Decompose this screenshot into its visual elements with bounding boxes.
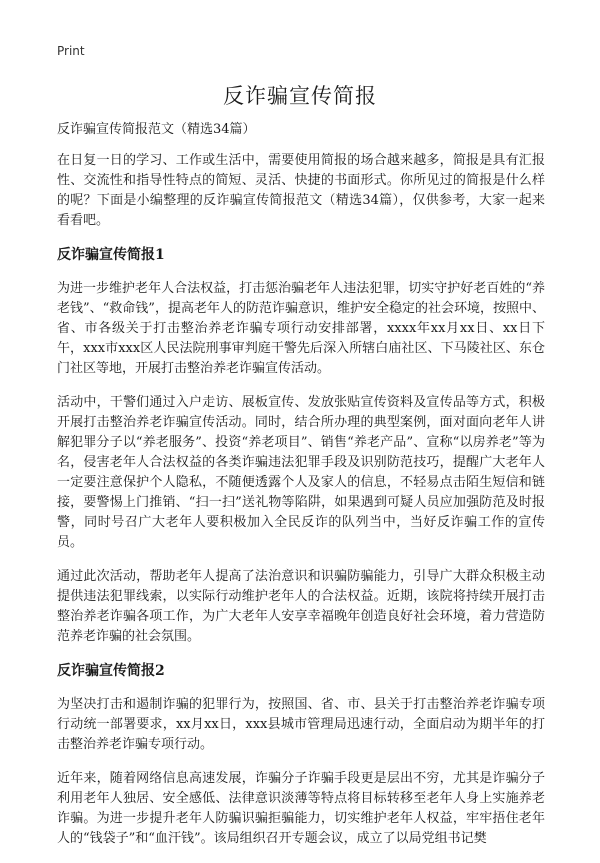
page-title: 反诈骗宣传简报	[223, 84, 377, 108]
section-2-paragraph: 为坚决打击和遏制诈骗的犯罪行为，按照国、省、市、县关于打击整治养老诈骗专项行动统一部署要求，xx月xx日，xxx县城市管理局迅速行动，全面启动为期半年的打击整治养老诈骗专项行动。	[57, 697, 545, 752]
section-1-paragraph: 活动中，干警们通过入户走访、展板宣传、发放张贴宣传资料及宣传品等方式，积极开展打击整治养老诈骗宣传活动。同时，结合所办理的典型案例，面对面向老年人讲解犯罪分子以“养老服务”、投资“养老项目”、销售“养老产品”、宣称“以房养老”等为名，侵害老年人合法权益的各类诈骗违法犯罪手段及识别防范技巧，提醒广大老年人一定要注意保护个人隐私，不随便透露个人及家人的信息，不轻易点击陌生短信和链接，要警惕上门推销、“扫一扫”送礼物等陷阱，如果遇到可疑人员应加强防范及时报警，同时号召广大老年人要积极加入全民反诈的队列当中，当好反诈骗工作的宣传员。	[57, 395, 545, 550]
section-1-paragraph: 为进一步维护老年人合法权益，打击惩治骗老年人违法犯罪，切实守护好老百姓的“养老钱”、“救命钱”，提高老年人的防范诈骗意识，维护安全稳定的社会环境，按照中、省、市各级关于打击整治养老诈骗专项行动安排部署，xxxx年xx月xx日、xx日下午，xxx市xxx区人民法院刑事审判庭干警先后深入所辖白庙社区、下马陵社区、东仓门社区等地，开展打击整治养老诈骗宣传活动。	[57, 281, 545, 376]
section-heading-2: 反诈骗宣传简报2	[57, 663, 165, 679]
section-1-paragraph: 通过此次活动，帮助老年人提高了法治意识和识骗防骗能力，引导广大群众积极主动提供违法犯罪线索，以实际行动维护老年人的合法权益。近期，该院将持续开展打击整治养老诈骗各项工作，为广大老年人安享幸福晚年创造良好社会环境，着力营造防范养老诈骗的社会氛围。	[57, 569, 545, 644]
document-subtitle: 反诈骗宣传简报范文（精选34篇）	[57, 122, 256, 137]
section-heading-1: 反诈骗宣传简报1	[57, 247, 165, 263]
document-body	[57, 120, 545, 863]
print-link[interactable]: Print	[57, 44, 85, 58]
intro-paragraph: 在日复一日的学习、工作或生活中，需要使用简报的场合越来越多，简报是具有汇报性、交流性和指导性特点的简短、灵活、快捷的书面形式。你所见过的简报是什么样的呢？下面是小编整理的反诈骗宣传简报范文（精选34篇），仅供参考，大家一起来看看吧。	[57, 153, 545, 228]
section-2-paragraph: 近年来，随着网络信息高速发展，诈骗分子诈骗手段更是层出不穷，尤其是诈骗分子利用老年人独居、安全感低、法律意识淡薄等特点将目标转移至老年人身上实施养老诈骗。为进一步提升老年人防骗识骗拒骗能力，切实维护老年人权益，牢牢捂住老年人的“钱袋子”和“血汗钱”。该局组织召开专题会议，成立了以局党组书记樊	[57, 771, 545, 846]
